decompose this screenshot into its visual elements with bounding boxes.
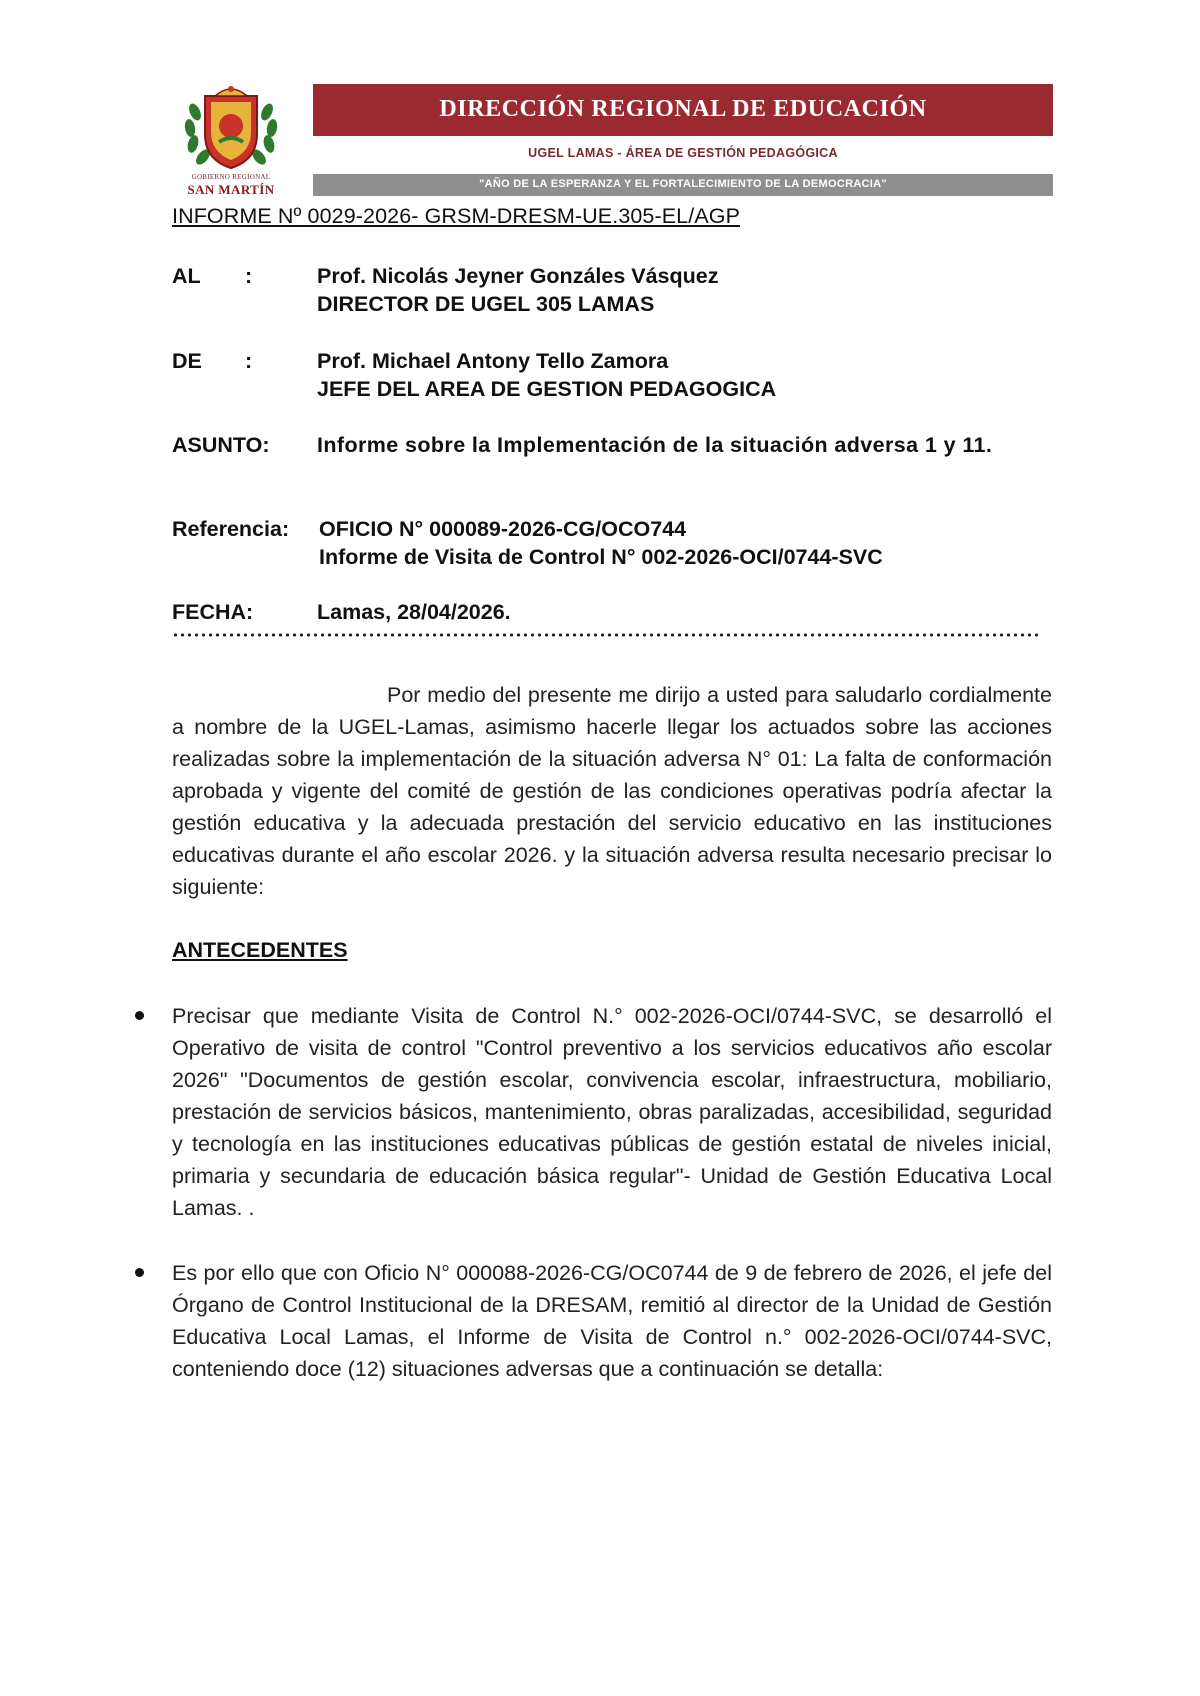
date-value: Lamas, 28/04/2026. [317, 600, 511, 624]
bullet-icon [135, 1268, 144, 1277]
regional-government-logo [175, 82, 287, 196]
bullet-icon [135, 1011, 144, 1020]
header-subtitle: UGEL LAMAS - ÁREA DE GESTIÓN PEDAGÓGICA [528, 146, 838, 160]
header-motto-bar [313, 174, 1053, 196]
field-de-colon: : [245, 349, 253, 373]
reference-oficio: OFICIO N° 000089-2026-CG/OCO744 [319, 517, 687, 541]
recipient-name: Prof. Nicolás Jeyner Gonzáles Vásquez [317, 264, 719, 288]
field-al-colon: : [245, 264, 253, 288]
reference-informe: Informe de Visita de Control N° 002-2026-OCI/0744-SVC [319, 545, 883, 569]
sender-name: Prof. Michael Antony Tello Zamora [317, 349, 669, 373]
report-number: INFORME Nº 0029-2026- GRSM-DRESM-UE.305-EL/AGP [172, 204, 741, 228]
field-de-label: DE [172, 349, 202, 373]
field-al-label: AL [172, 264, 201, 288]
intro-paragraph: Por medio del presente me dirijo a usted para saludarlo cordialmente a nombre de la UGEL-Lamas, asimismo hacerle llegar los actuados sobre las acciones realizadas sobre la implementación de la situación adversa N° 01: La falta de conformación aprobada y vigente del comité de gestión de las condiciones operativas podría afectar la gestión educativa y la adecuada prestación del servicio educativo en las instituciones educativas durante el año escolar 2026. y la situación adversa resulta necesario precisar lo siguiente: [172, 683, 1052, 899]
field-referencia-value [319, 515, 1054, 571]
coat-of-arms-icon [175, 82, 287, 174]
field-asunto-label: ASUNTO: [172, 433, 270, 457]
field-al-value [317, 262, 1052, 318]
list-item: Es por ello que con Oficio N° 000088-2026-CG/OC0744 de 9 de febrero de 2026, el jefe del Órgano de Control Institucional de la DRESAM, remitió al director de la Unidad de Gestión Educativa Local Lamas, el Informe de Visita de Control n.° 002-2026-OCI/0744-SVC, conteniendo doce (12) situaciones adversas que a continuación se detalla: [172, 1261, 1052, 1381]
letterhead [175, 82, 1053, 196]
field-fecha-label: FECHA: [172, 600, 254, 624]
field-de-value [317, 347, 1052, 403]
logo-caption [177, 174, 285, 196]
header-title: DIRECCIÓN REGIONAL DE EDUCACIÓN [439, 96, 927, 122]
logo-caption-small: GOBIERNO REGIONAL [191, 173, 271, 181]
recipient-position: DIRECTOR DE UGEL 305 LAMAS [317, 292, 655, 316]
field-referencia-label: Referencia: [172, 517, 290, 541]
dotted-separator [172, 632, 1042, 638]
header-motto: "AÑO DE LA ESPERANZA Y EL FORTALECIMIENTO DE LA DEMOCRACIA" [479, 178, 887, 190]
logo-caption-big: SAN MARTÍN [187, 182, 275, 197]
header-banner [313, 84, 1053, 136]
list-item: Precisar que mediante Visita de Control N.° 002-2026-OCI/0744-SVC, se desarrolló el Operativo de visita de control "Control preventivo a los servicios educativos año escolar 2026" "Documentos de gestión escolar, convivencia escolar, infraestructura, mobiliario, prestación de servicios básicos, mantenimiento, obras paralizadas, accesibilidad, seguridad y tecnología en las instituciones educativas públicas de gestión estatal de niveles inicial, primaria y secundaria de educación básica regular"- Unidad de Gestión Educativa Local Lamas. . [172, 1004, 1052, 1220]
sender-position: JEFE DEL AREA DE GESTION PEDAGOGICA [317, 377, 777, 401]
section-antecedentes: ANTECEDENTES [172, 938, 348, 962]
subject-value: Informe sobre la Implementación de la situación adversa 1 y 11. [317, 433, 993, 457]
